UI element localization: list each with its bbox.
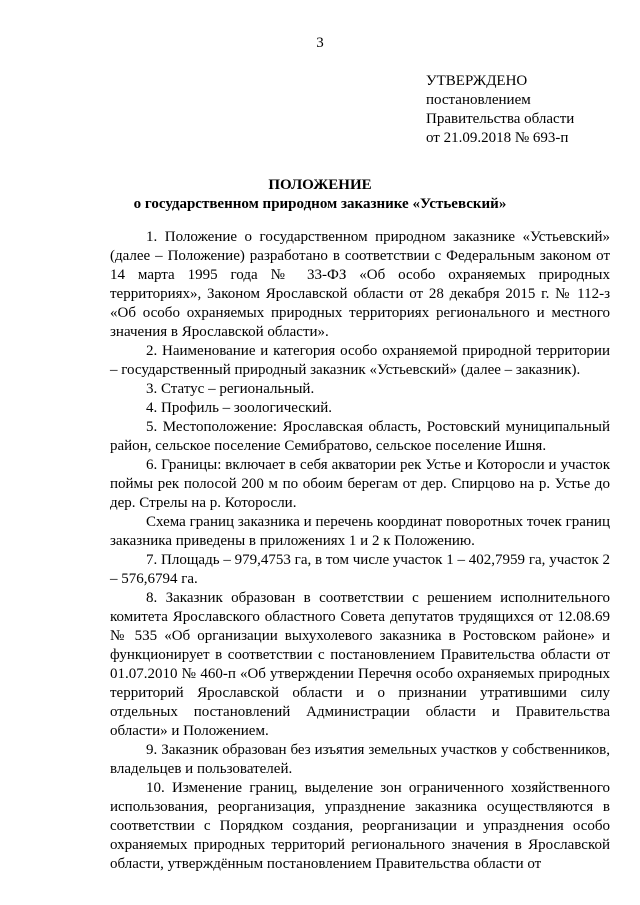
paragraph: 4. Профиль – зоологический. bbox=[146, 400, 333, 416]
approval-line: Правительства области bbox=[426, 111, 575, 127]
document-title bbox=[0, 176, 640, 214]
document-body bbox=[110, 228, 610, 874]
paragraph: 1. Положение о государственном природном заказнике «Устьевский» (далее – Положение) разработано в соответствии с Федеральным законом от 14 марта 1995 года № 33-ФЗ «Об особо охраняемых природных территориях», Законом Ярославской области от 28 декабря 2015 г. № 112-з «Об особо охраняемых природных территориях регионального и местного значения в Ярославской области». bbox=[110, 229, 610, 340]
approval-line: постановлением bbox=[426, 92, 531, 108]
paragraph: 7. Площадь – 979,4753 га, в том числе участок 1 – 402,7959 га, участок 2 – 576,6794 га. bbox=[110, 552, 610, 587]
paragraph: 3. Статус – региональный. bbox=[146, 381, 315, 397]
document-title-main: ПОЛОЖЕНИЕ bbox=[268, 177, 372, 193]
approval-heading: УТВЕРЖДЕНО bbox=[426, 73, 528, 89]
paragraph: 6. Границы: включает в себя акватории рек Устье и Которосли и участок поймы рек полосой 200 м по обоим берегам от дер. Спирцово на р. Устье до дер. Стрелы на р. Которосли. bbox=[110, 457, 610, 511]
paragraph: 2. Наименование и категория особо охраняемой природной территории – государственный природный заказник «Устьевский» (далее – заказник). bbox=[110, 343, 610, 378]
approval-date-number: от 21.09.2018 № 693-п bbox=[426, 130, 569, 146]
page-number: 3 bbox=[316, 35, 324, 51]
paragraph: 9. Заказник образован без изъятия земельных участков у собственников, владельцев и пользователей. bbox=[110, 742, 610, 777]
approval-stamp bbox=[426, 72, 626, 148]
paragraph: 5. Местоположение: Ярославская область, Ростовский муниципальный район, сельское поселение Семибратово, сельское поселение Ишня. bbox=[110, 419, 610, 454]
paragraph: 8. Заказник образован в соответствии с решением исполнительного комитета Ярославского областного Совета депутатов трудящихся от 12.08.69 № 535 «Об организации выхухолевого заказника в Ростовском районе» и функционирует в соответствии с постановлением Правительства области от 01.07.2010 № 460-п «Об утверждении Перечня особо охраняемых природных территорий Ярославской области и о признании утратившими силу отдельных постановлений Администрации области и Правительства области» и Положением. bbox=[110, 590, 610, 739]
document-title-sub: о государственном природном заказнике «Устьевский» bbox=[133, 196, 507, 212]
paragraph: 10. Изменение границ, выделение зон ограниченного хозяйственного использования, реорганизация, упразднение заказника осуществляются в соответствии с Порядком создания, реорганизации и упразднения особо охраняемых природных территорий регионального значения в Ярославской области, утверждённым постановлением Правительства области от bbox=[110, 780, 610, 872]
paragraph: Схема границ заказника и перечень координат поворотных точек границ заказника приведены в приложениях 1 и 2 к Положению. bbox=[110, 514, 610, 549]
